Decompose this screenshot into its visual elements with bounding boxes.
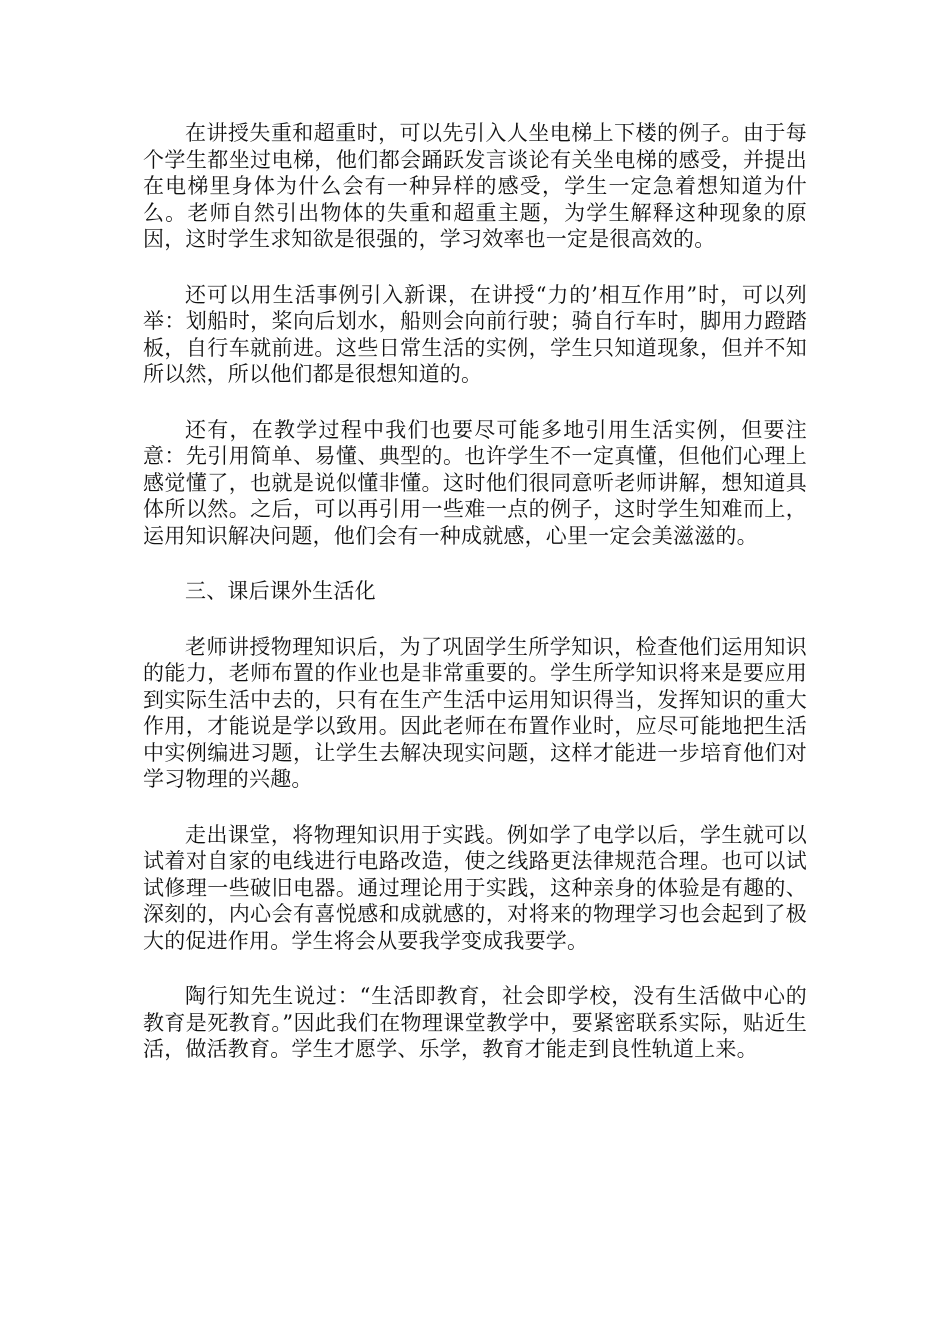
document-body (143, 120, 807, 1092)
paragraph-practice: 走出课堂，将物理知识用于实践。例如学了电学以后，学生就可以试着对自家的电线进行电路改造，使之线路更法律规范合理。也可以试试修理一些破旧电器。通过理论用于实践，这种亲身的体验是有趣的、深刻的，内心会有喜悦感和成就感的，对将来的物理学习也会起到了极大的促进作用。学生将会从要我学变成我要学。 (143, 822, 807, 953)
paragraph-elevator-example: 在讲授失重和超重时，可以先引入人坐电梯上下楼的例子。由于每个学生都坐过电梯，他们都会踊跃发言谈论有关坐电梯的感受，并提出在电梯里身体为什么会有一种异样的感受，学生一定急着想知道为什么。老师自然引出物体的失重和超重主题，为学生解释这种现象的原因，这时学生求知欲是很强的，学习效率也一定是很高效的。 (143, 121, 807, 251)
paragraph-life-examples: 还可以用生活事例引入新课，在讲授“力的’相互作用”时，可以列举：划船时，桨向后划水，船则会向前行驶；骑自行车时，脚用力蹬踏板，自行车就前进。这些日常生活的实例，学生只知道现象，但并不知所以然，所以他们都是很想知道的。 (143, 282, 807, 386)
paragraph-teaching-process: 还有，在教学过程中我们也要尽可能多地引用生活实例，但要注意：先引用简单、易懂、典型的。也许学生不一定真懂，但他们心理上感觉懂了，也就是说似懂非懂。这时他们很同意听老师讲解，想知道具体所以然。之后，可以再引用一些难一点的例子，这时学生知难而上，运用知识解决问题，他们会有一种成就感，心里一定会美滋滋的。 (143, 417, 807, 548)
paragraph-homework: 老师讲授物理知识后，为了巩固学生所学知识，检查他们运用知识的能力，老师布置的作业也是非常重要的。学生所学知识将来是要应用到实际生活中去的，只有在生产生活中运用知识得当，发挥知识的重大作用，才能说是学以致用。因此老师在布置作业时，应尽可能地把生活中实例编进习题，让学生去解决现实问题，这样才能进一步培育他们对学习物理的兴趣。 (143, 634, 807, 791)
paragraph-conclusion-quote: 陶行知先生说过：“生活即教育，社会即学校，没有生活做中心的教育是死教育。”因此我们在物理课堂教学中，要紧密联系实际，贴近生活，做活教育。学生才愿学、乐学，教育才能走到良性轨道上来。 (143, 984, 807, 1061)
section-heading: 三、课后课外生活化 (185, 579, 376, 603)
